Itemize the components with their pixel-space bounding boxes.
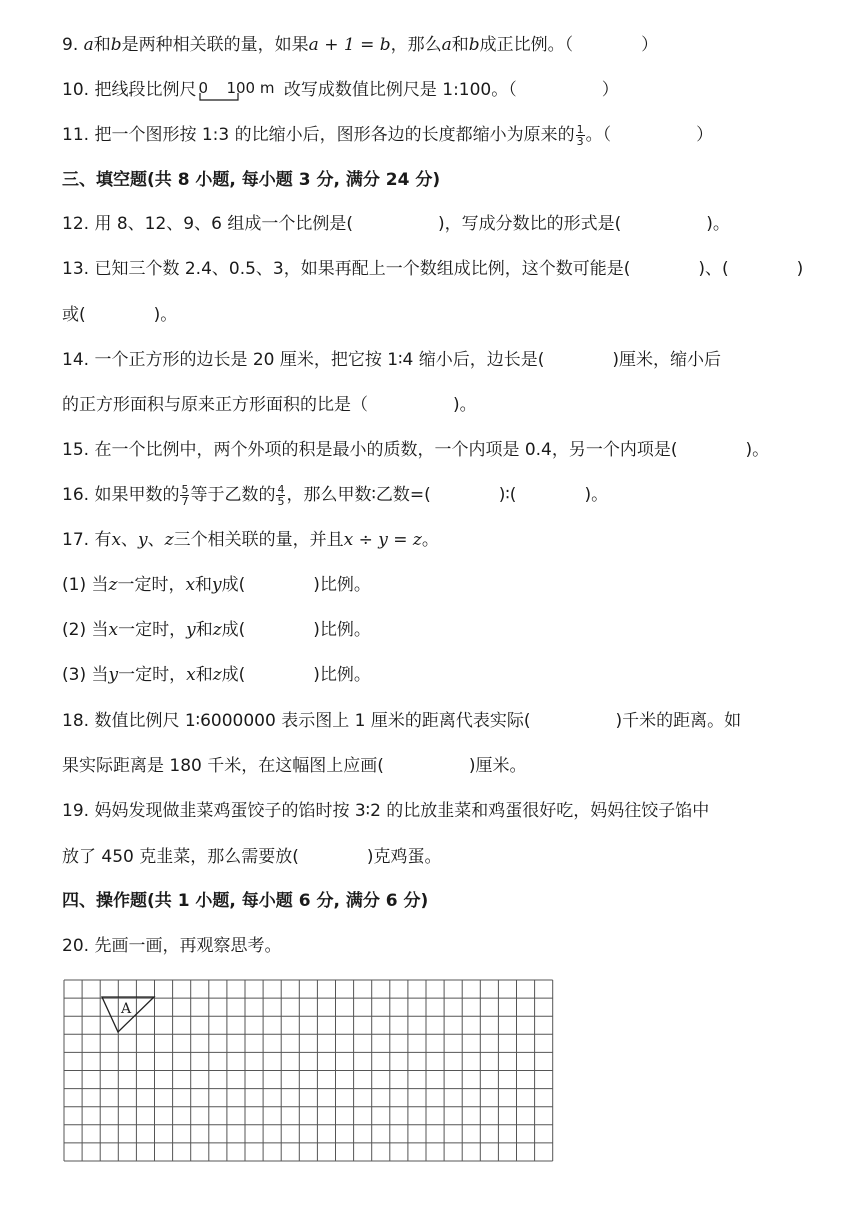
var: x	[186, 665, 196, 685]
var: z	[212, 665, 222, 685]
question-9	[62, 34, 658, 56]
q11-answer-blank: 。（ ）	[585, 125, 714, 146]
q17-text: 17. 有	[62, 530, 112, 550]
var: y	[108, 665, 119, 685]
question-19-line1: 19. 妈妈发现做韭菜鸡蛋饺子的馅时按 3∶2 的比放韭菜和鸡蛋很好吃，妈妈往饺子馅中	[62, 801, 710, 821]
q17-text: 、	[147, 530, 165, 550]
question-18-line1: 18. 数值比例尺 1∶6000000 表示图上 1 厘米的距离代表实际( )千米的距离。如	[62, 711, 742, 731]
triangle-label: A	[121, 1001, 132, 1017]
var: x	[185, 575, 196, 595]
q17-2-text: 和	[195, 620, 213, 640]
q17-3-text: 成( )比例。	[221, 665, 371, 685]
q16-fraction-1	[180, 484, 189, 507]
q17-2-text: (2) 当	[62, 620, 109, 640]
question-17	[62, 529, 439, 551]
q17-text: 、	[121, 530, 139, 550]
question-17-part-1	[62, 574, 371, 596]
section-4-heading: 四、操作题(共 1 小题, 每小题 6 分, 满分 6 分)	[62, 891, 429, 911]
var-y: y	[138, 530, 148, 550]
q17-2-text: 一定时，	[118, 620, 187, 640]
q17-1-text: 一定时，	[117, 575, 186, 595]
q9-number: 9.	[62, 35, 84, 55]
var-z: z	[164, 530, 174, 550]
q9-var-b: b	[110, 35, 122, 55]
q17-1-text: 和	[195, 575, 213, 595]
scale-end-label: 100 m	[226, 79, 275, 97]
q9-answer-blank: 成正比例。（ ）	[479, 35, 659, 55]
scale-bar-line	[196, 79, 278, 103]
q17-text: 。	[421, 530, 439, 550]
q9-equation: a + 1 = b	[308, 35, 391, 55]
q16-text: 16. 如果甲数的	[62, 485, 180, 506]
fraction-denominator: 3	[576, 135, 584, 148]
question-18-line2: 果实际距离是 180 千米，在这幅图上应画( )厘米。	[62, 756, 527, 776]
scale-start-label: 0	[198, 79, 208, 97]
fraction-denominator: 7	[181, 495, 189, 508]
question-15: 15. 在一个比例中，两个外项的积是最小的质数，一个内项是 0.4，另一个内项是( )。	[62, 440, 770, 460]
q9-var-a: a	[83, 35, 94, 55]
q9-text: 和	[451, 35, 469, 55]
q10-text: 10. 把线段比例尺	[62, 80, 197, 100]
question-17-part-2	[62, 619, 371, 641]
q9-text: 是两种相关联的量，如果	[121, 35, 309, 55]
section-3-heading: 三、填空题(共 8 小题, 每小题 3 分, 满分 24 分)	[62, 170, 441, 190]
grid-lines	[64, 980, 553, 1161]
fraction-numerator: 4	[277, 483, 285, 496]
question-16	[62, 484, 608, 507]
q17-3-text: 和	[195, 665, 213, 685]
line-segment-scale	[196, 79, 278, 101]
var: y	[212, 575, 222, 595]
question-11	[62, 124, 713, 147]
q17-3-text: 一定时，	[118, 665, 187, 685]
fraction-denominator: 5	[277, 495, 285, 508]
question-17-part-3	[62, 664, 371, 686]
q11-fraction	[576, 124, 585, 147]
fraction-numerator: 5	[181, 483, 189, 496]
q17-1-text: 成( )比例。	[221, 575, 371, 595]
var: z	[108, 575, 118, 595]
question-14-line1: 14. 一个正方形的边长是 20 厘米，把它按 1∶4 缩小后，边长是( )厘米，缩小后	[62, 350, 722, 370]
q16-text: ，那么甲数∶乙数=( )∶( )。	[286, 485, 609, 506]
question-13-line2: 或( )。	[62, 305, 178, 325]
question-19-line2: 放了 450 克韭菜，那么需要放( )克鸡蛋。	[62, 847, 442, 867]
q9-var-b: b	[468, 35, 480, 55]
question-13-line1: 13. 已知三个数 2.4、0.5、3，如果再配上一个数组成比例，这个数可能是( )、( )	[62, 259, 804, 279]
q9-var-a: a	[441, 35, 452, 55]
q17-1-text: (1) 当	[62, 575, 109, 595]
q16-text: 等于乙数的	[190, 485, 276, 506]
var: y	[186, 620, 196, 640]
question-14-line2: 的正方形面积与原来正方形面积的比是（ )。	[62, 395, 477, 415]
q17-equation: x ÷ y = z	[343, 530, 422, 550]
q16-fraction-2	[276, 484, 285, 507]
drawing-grid[interactable]	[63, 979, 563, 1163]
q17-3-text: (3) 当	[62, 665, 109, 685]
q9-text: ，那么	[390, 35, 442, 55]
question-12: 12. 用 8、12、9、6 组成一个比例是( )，写成分数比的形式是( )。	[62, 214, 730, 234]
q10-text: 改写成数值比例尺是 1:100。（ ）	[278, 80, 619, 100]
fraction-numerator: 1	[576, 123, 584, 136]
var: x	[108, 620, 119, 640]
question-10	[62, 79, 619, 101]
q17-2-text: 成( )比例。	[221, 620, 371, 640]
q17-text: 三个相关联的量，并且	[173, 530, 344, 550]
q11-text: 11. 把一个图形按 1:3 的比缩小后，图形各边的长度都缩小为原来的	[62, 125, 575, 146]
q9-text: 和	[93, 35, 111, 55]
var-x: x	[111, 530, 122, 550]
question-20: 20. 先画一画，再观察思考。	[62, 936, 282, 956]
var: z	[212, 620, 222, 640]
